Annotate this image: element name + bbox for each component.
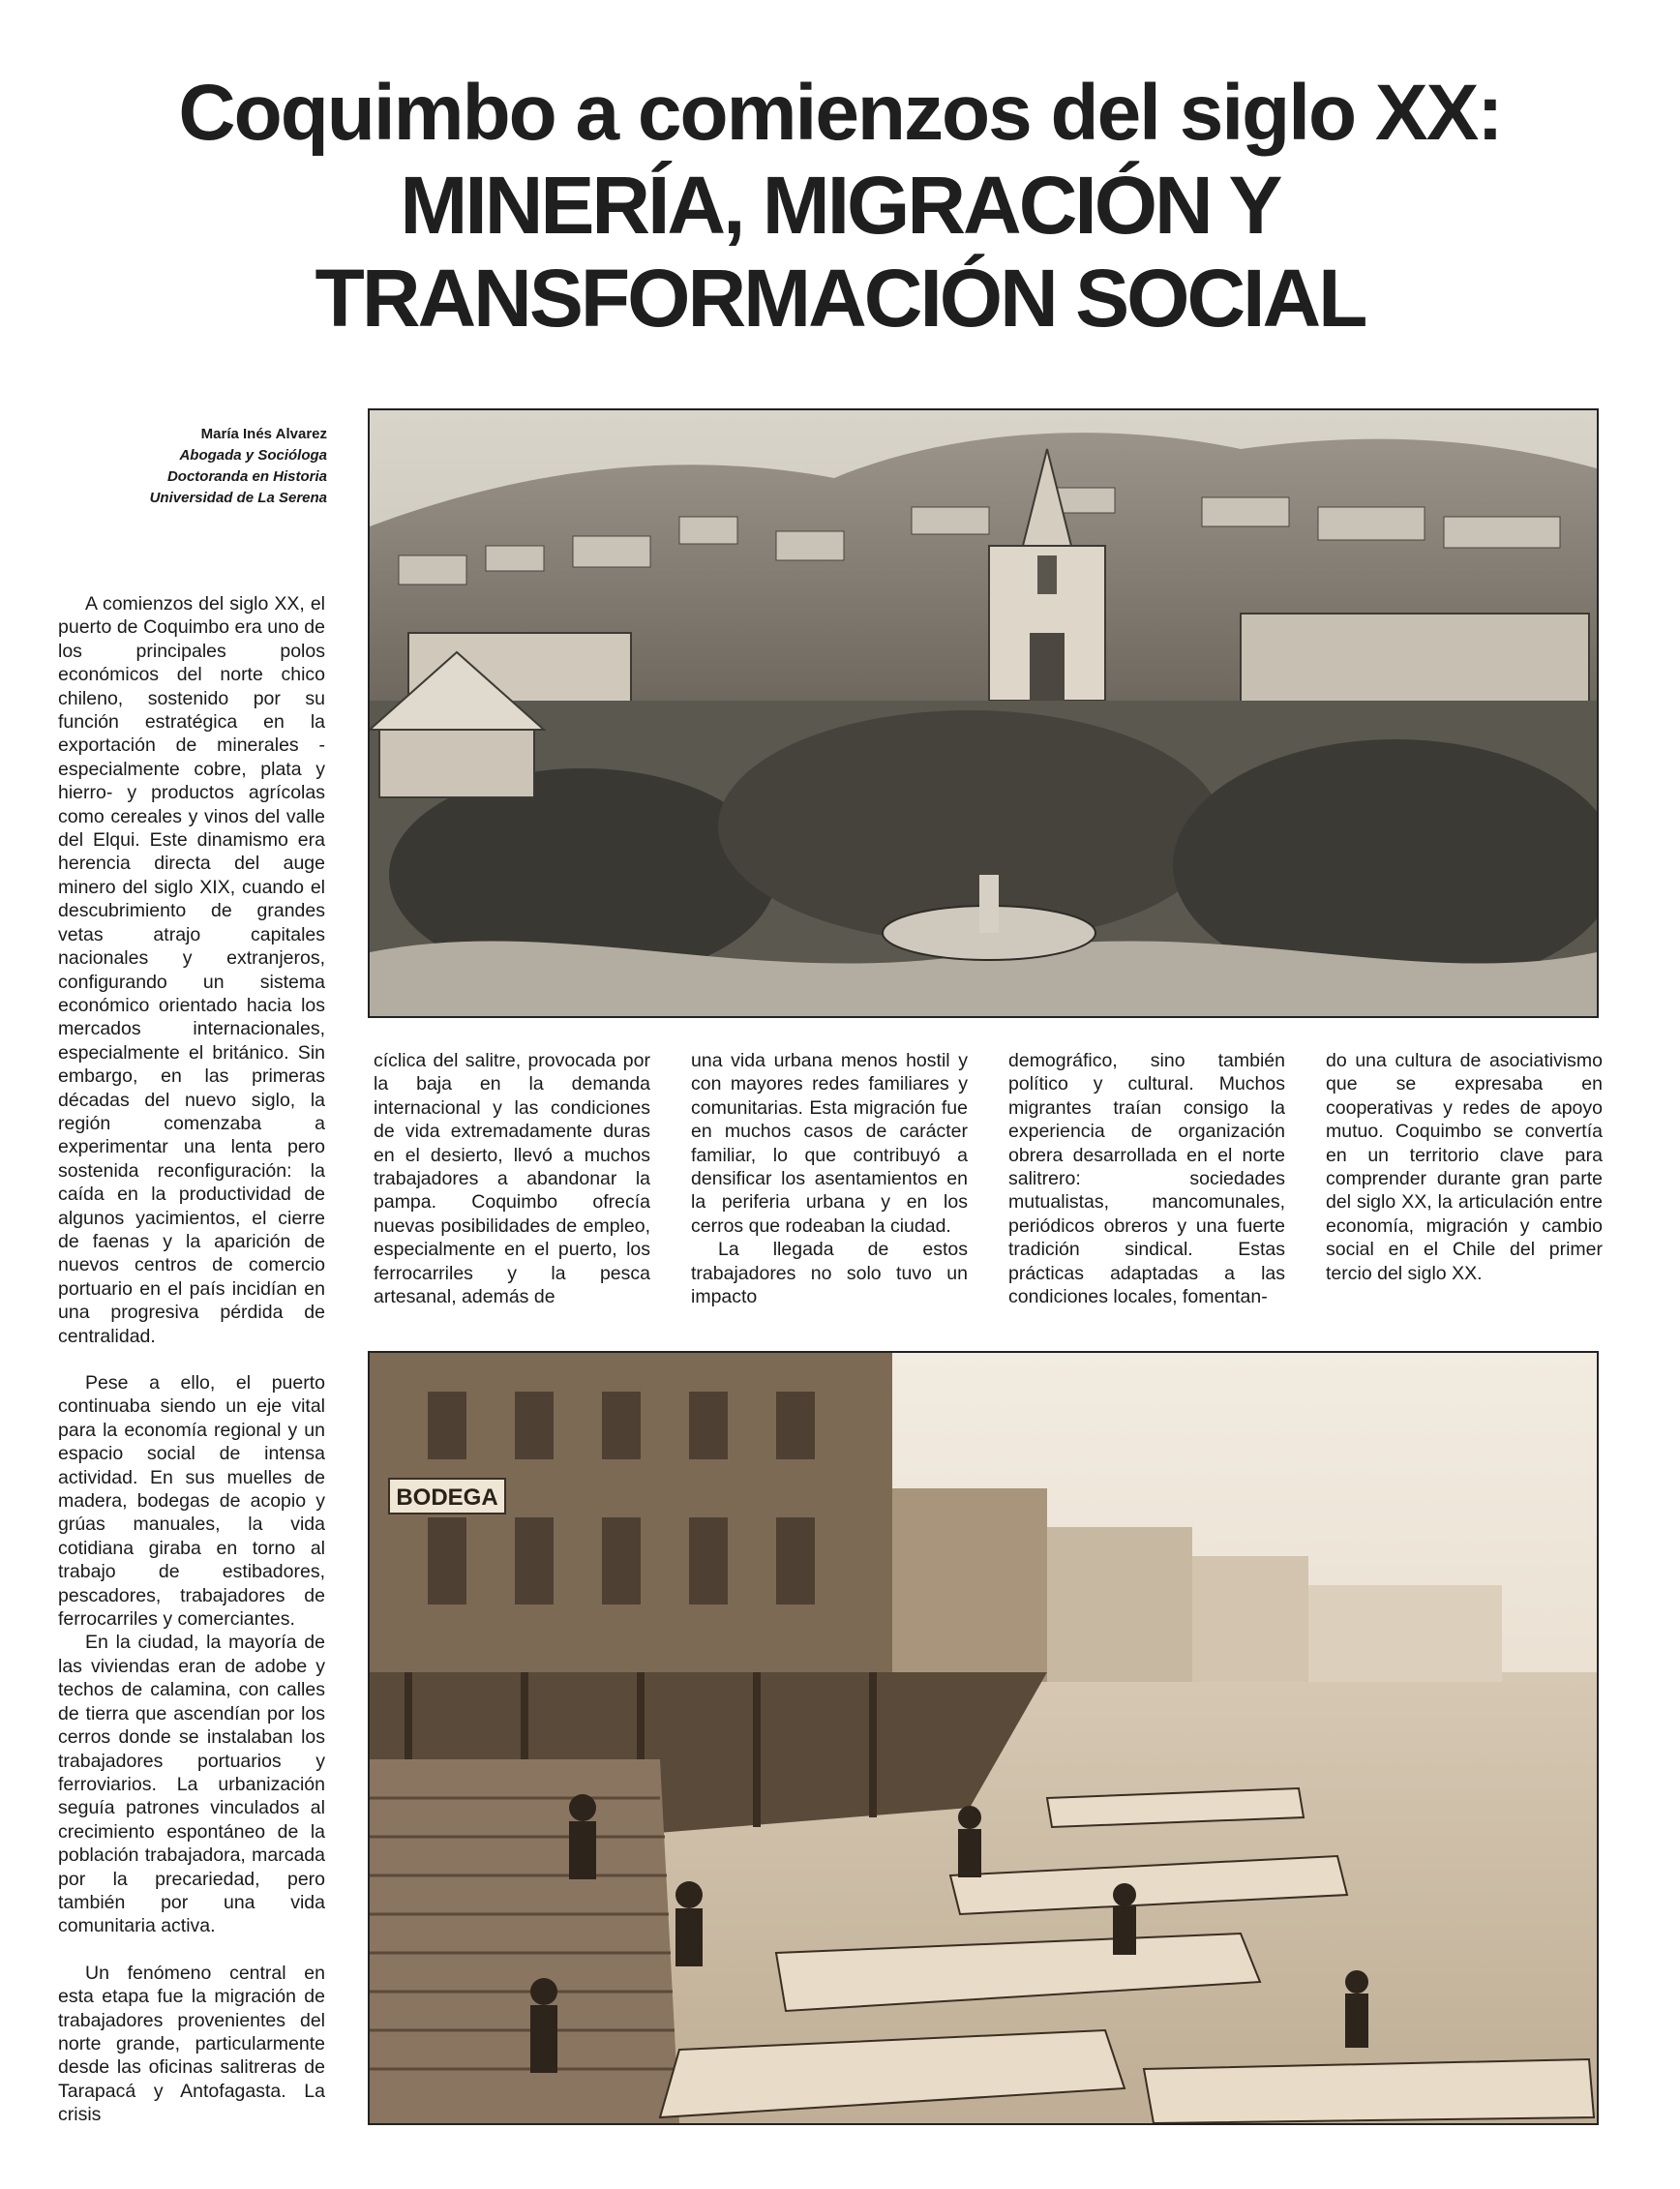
- port-photo: [368, 1351, 1599, 2125]
- author-affiliation: Universidad de La Serena: [149, 490, 327, 506]
- title-line-1: Coquimbo a comienzos del siglo XX:: [178, 69, 1502, 157]
- text-column-3: [691, 1049, 968, 1308]
- paragraph-continued-2: cíclica del salitre, provocada por la baja en la demanda internacional y las condiciones de vida extremadamente duras en el desierto, llevó a muchos trabajadores a abandonar la pampa. Coquimbo ofrecía nuevas posibilidades de empleo, especialmente en el puerto, los ferrocarriles y la pesca artesanal, además de: [374, 1050, 650, 1308]
- paragraph-3: En la ciudad, la mayoría de las viviendas eran de adobe y techos de calamina, con calles de tierra que ascendían por los cerros donde se instalaban los trabajadores portuarios y ferroviarios. La urbanización seguía patrones vinculados al crecimiento espontáneo de la población trabajadora, marcada por la precariedad, pero también por una vida comunitaria activa.: [58, 1632, 325, 1937]
- text-column-4: [1008, 1049, 1285, 1308]
- paragraph-continued-5: do una cultura de asociativismo que se expresaba en cooperativas y redes de apoyo mutuo. Coquimbo se convertía en un territorio clave para comprender durante gran parte del siglo XX, la articulación entre economía, migración y cambio social en el Chile del primer tercio del siglo XX.: [1326, 1050, 1603, 1284]
- plaza-photo: [368, 408, 1599, 1018]
- text-column-1: [58, 592, 325, 2127]
- bodega-sign-text: BODEGA: [396, 1484, 498, 1511]
- port-illustration: [370, 1353, 1597, 2123]
- paragraph-1: A comienzos del siglo XX, el puerto de Coquimbo era uno de los principales polos económicos del norte chico chileno, sostenido por su función estratégica en la exportación de minerales -especialmente cobre, plata y hierro- y productos agrícolas como cereales y vinos del valle del Elqui. Este dinamismo era herencia directa del auge minero del siglo XIX, cuando el descubrimiento de grandes vetas atrajo capitales nacionales y extranjeros, configurando un sistema económico orientado hacia los mercados internacionales, especialmente el británico. Sin embargo, en las primeras décadas del nuevo siglo, la región comenzaba a experimentar una lenta pero sostenida reconfiguración: la caída en la productividad de algunos yacimientos, el cierre de faenas y la aparición de nuevos centros de comercio portuario en el país incidían en una progresiva pérdida de centralidad.: [58, 593, 325, 1347]
- title-line-2: MINERÍA, MIGRACIÓN Y: [400, 160, 1280, 251]
- title-line-3: TRANSFORMACIÓN SOCIAL: [315, 253, 1365, 344]
- author-role-1: Abogada y Socióloga: [179, 447, 327, 464]
- paragraph-arrival: La llegada de estos trabajadores no solo tuvo un impacto: [691, 1239, 968, 1308]
- text-column-2: [374, 1049, 650, 1308]
- text-column-5: [1326, 1049, 1603, 1285]
- paragraph-2: Pese a ello, el puerto continuaba siendo un eje vital para la economía regional y un espacio social de intensa actividad. En sus muelles de madera, bodegas de acopio y grúas manuales, la vida cotidiana giraba en torno al trabajo de estibadores, pescadores, trabajadores de ferrocarriles y comerciantes.: [58, 1372, 325, 1631]
- author-byline: [58, 424, 327, 509]
- author-role-2: Doctoranda en Historia: [166, 468, 327, 485]
- article-title: [0, 68, 1680, 345]
- author-name: María Inés Alvarez: [200, 426, 327, 442]
- paragraph-continued-3: una vida urbana menos hostil y con mayores redes familiares y comunitarias. Esta migración fue en muchos casos de carácter familiar, lo que contribuyó a densificar los asentamientos en la periferia urbana y en los cerros que rodeaban la ciudad.: [691, 1050, 968, 1237]
- plaza-illustration: [370, 410, 1597, 1016]
- paragraph-4: Un fenómeno central en esta etapa fue la migración de trabajadores provenientes del norte grande, particularmente desde las oficinas salitreras de Tarapacá y Antofagasta. La crisis: [58, 1962, 325, 2126]
- paragraph-continued-4: demográfico, sino también político y cultural. Muchos migrantes traían consigo la experiencia de organización obrera desarrollada en el norte salitrero: sociedades mutualistas, mancomunales, periódicos obreros y una fuerte tradición sindical. Estas prácticas adaptadas a las condiciones locales, fomentan-: [1008, 1050, 1285, 1308]
